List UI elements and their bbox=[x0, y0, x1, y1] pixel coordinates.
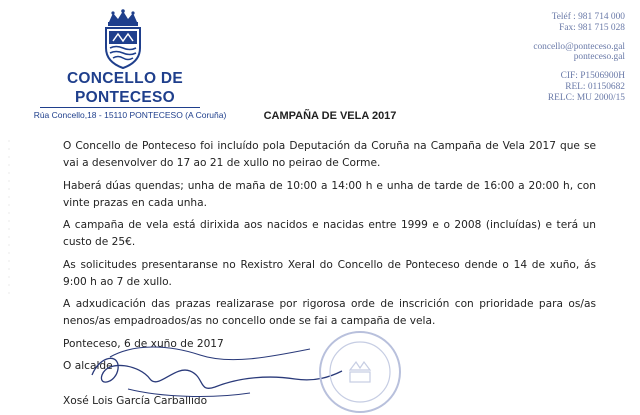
contact-cif: CIF: P1506900H bbox=[560, 71, 625, 82]
body-paragraph: Haberá dúas quendas; unha de maña de 10:00 a 14:00 h e unha de tarde de 16:00 a 20:00 h, con vinte prazas en cada unha. bbox=[63, 179, 596, 209]
org-address: Rúa Concello,18 - 15110 PONTECESO (A Coruña) bbox=[33, 110, 227, 120]
body-paragraph: O Concello de Ponteceso foi incluído pola Deputación da Coruña na Campaña de Vela 2017 que se vai a desenvolver do 17 ao 21 de xullo no peirao de Corme. bbox=[63, 140, 596, 169]
official-seal-stamp bbox=[300, 322, 420, 414]
body-paragraph: A adxudicación das prazas realizarase por rigorosa orde de inscrición con prioridade para os/as nenos/as empadroados/as no concello onde se fai a campaña de vela. bbox=[63, 298, 596, 327]
body-paragraph: As solicitudes presentaranse no Rexistro Xeral do Concello de Ponteceso dende o 14 de xuño, ás 9:00 h ao 7 de xullo. bbox=[63, 258, 596, 288]
contact-phone: Teléf : 981 714 000 bbox=[551, 12, 625, 22]
contact-email[interactable]: concello@ponteceso.gal bbox=[533, 41, 625, 52]
coat-of-arms-icon bbox=[95, 8, 151, 70]
letterhead-divider bbox=[40, 107, 200, 108]
place-date: Ponteceso, 6 de xuño de 2017 bbox=[63, 337, 224, 350]
org-name-line1: CONCELLO DE bbox=[66, 70, 184, 87]
contact-fax: Fax: 981 715 028 bbox=[559, 22, 625, 33]
signatory-role: O alcalde bbox=[63, 359, 113, 372]
document-title: CAMPAÑA DE VELA 2017 bbox=[263, 110, 397, 122]
margin-mark bbox=[6, 140, 12, 300]
body-paragraph: A campaña de vela está dirixida aos nacidos e nacidas entre 1999 e o 2008 (incluídas) e terá un custo de 25€. bbox=[63, 219, 596, 248]
contact-block bbox=[425, 12, 625, 103]
contact-website[interactable]: ponteceso.gal bbox=[573, 52, 625, 63]
contact-relc: RELC: MU 2000/15 bbox=[547, 92, 625, 103]
org-name-line2: PONTECESO bbox=[74, 89, 176, 106]
contact-rel: REL: 01150682 bbox=[565, 81, 625, 92]
signatory-name: Xosé Lois García Carballido bbox=[63, 394, 208, 407]
